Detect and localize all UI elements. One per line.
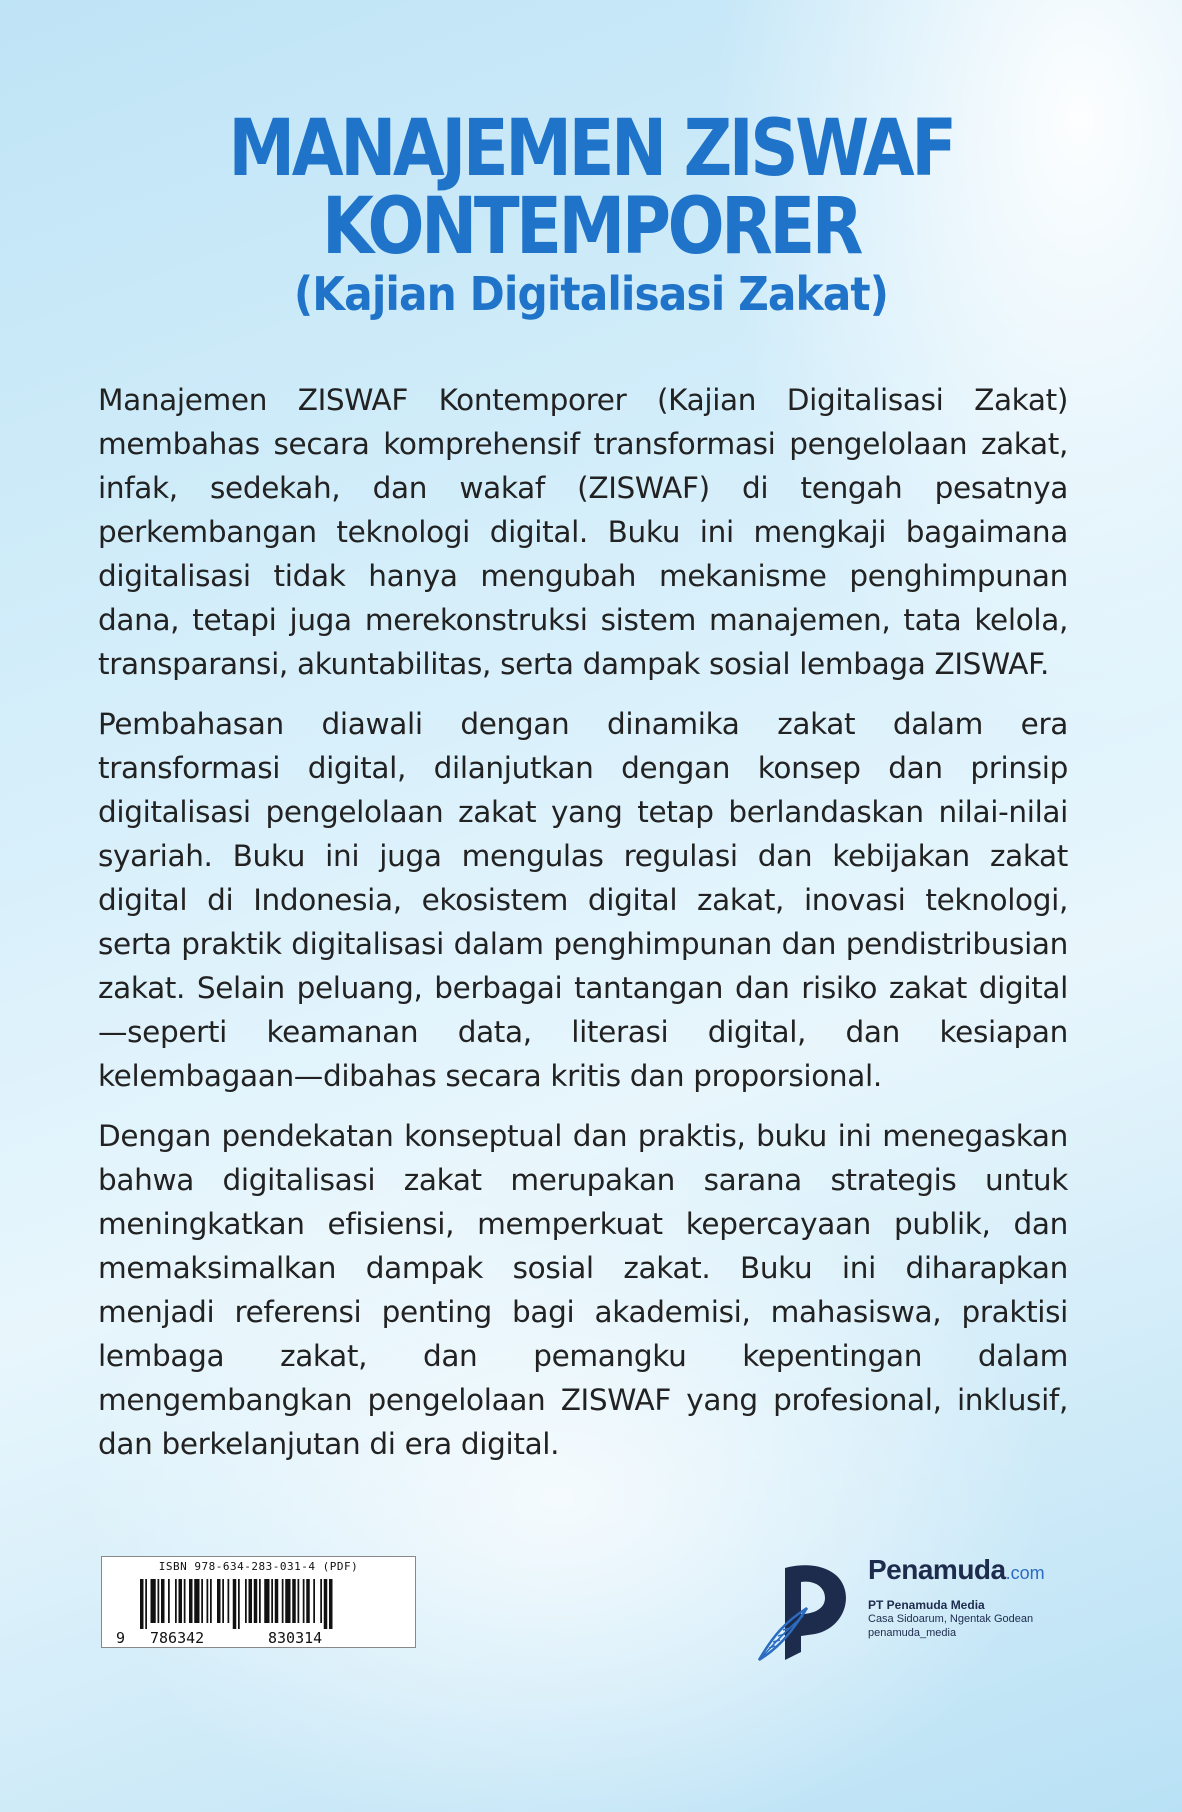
barcode-bar (254, 1579, 258, 1623)
isbn-barcode-box (101, 1556, 416, 1648)
barcode-bar (303, 1579, 305, 1623)
barcode-bar (313, 1579, 315, 1623)
barcode-bar (271, 1579, 273, 1623)
publisher-social: penamuda_media (868, 1627, 957, 1639)
barcode-bar (140, 1579, 144, 1629)
barcode-bar (194, 1579, 199, 1623)
barcode-bar (282, 1579, 284, 1623)
isbn-digits-left: 786342 (150, 1629, 205, 1647)
book-subtitle: (Kajian Digitalisasi Zakat) (293, 267, 889, 321)
barcode-bar (179, 1579, 183, 1623)
barcode-bar (145, 1579, 147, 1629)
barcode-bar (245, 1579, 247, 1623)
barcode-bar (168, 1579, 170, 1623)
barcode-bar (210, 1579, 212, 1623)
barcode-bar (151, 1579, 156, 1623)
barcode-bar (175, 1579, 177, 1623)
barcode-icon (140, 1579, 390, 1629)
barcode-bar (275, 1579, 279, 1623)
barcode-bar (158, 1579, 160, 1623)
barcode-bar (285, 1579, 290, 1623)
barcode-bar (306, 1579, 310, 1623)
barcode-bar (189, 1579, 193, 1623)
barcode-bar (217, 1579, 221, 1623)
barcode-bar (259, 1579, 261, 1623)
publisher-info (868, 1598, 1033, 1640)
title-block (0, 104, 1182, 322)
barcode-bar (324, 1579, 328, 1629)
publisher-block (755, 1550, 1085, 1670)
barcode-bar (207, 1579, 209, 1623)
barcode-bar (249, 1579, 253, 1623)
barcode-bar (329, 1579, 333, 1629)
isbn-label: ISBN 978-634-283-031-4 (PDF) (158, 1560, 359, 1573)
publisher-address: Casa Sidoarum, Ngentak Godean (868, 1613, 1034, 1625)
publisher-domain: .com (1005, 1563, 1045, 1583)
barcode-bar (222, 1579, 224, 1623)
isbn-digits-right: 830314 (268, 1629, 323, 1647)
barcode-bar (228, 1579, 230, 1623)
barcode-bar (161, 1579, 165, 1623)
synopsis-paragraph-2: Pembahasan diawali dengan dinamika zakat dalam era transformasi digital, dilanjutkan dengan konsep dan prinsip digitalisasi pengelolaan zakat yang tetap berlandaskan nilai-nilai syariah. Buku ini juga mengulas regulasi dan kebijakan zakat digital di Indonesia, ekosistem digital zakat, inovasi teknologi, serta praktik digitalisasi dalam penghimpunan dan pendistribusian zakat. Selain peluang, berbagai tantangan dan risiko zakat digital—seperti keamanan data, literasi digital, dan kesiapan kelembagaan—dibahas secara kritis dan proporsional. (98, 707, 1068, 1093)
barcode-bar (238, 1579, 240, 1629)
barcode-bar (184, 1579, 186, 1623)
feather-p-logo-icon (755, 1556, 855, 1666)
barcode-bar (292, 1579, 296, 1623)
publisher-wordmark: Penamuda (868, 1554, 1006, 1585)
book-title-line-1: MANAJEMEN ZISWAF (228, 104, 954, 194)
book-title-line-2: KONTEMPORER (322, 182, 860, 272)
barcode-bar (201, 1579, 203, 1623)
synopsis (98, 378, 1068, 1482)
publisher-name (868, 1554, 1045, 1586)
barcode-bar (298, 1579, 300, 1623)
synopsis-paragraph-3: Dengan pendekatan konseptual dan praktis, buku ini menegaskan bahwa digitalisasi zakat merupakan sarana strategis untuk meningkatkan efisiensi, memperkuat kepercayaan publik, dan memaksimalkan dampak sosial zakat. Buku ini diharapkan menjadi referensi penting bagi akademisi, mahasiswa, praktisi lembaga zakat, dan pemangku kepentingan dalam mengembangkan pengelolaan ZISWAF yang profesional, inklusif, dan berkelanjutan di era digital. (98, 1119, 1068, 1461)
isbn-digit-first: 9 (116, 1629, 126, 1647)
barcode-bar (233, 1579, 237, 1629)
barcode-bar (264, 1579, 269, 1623)
publisher-company: PT Penamuda Media (868, 1598, 985, 1612)
synopsis-paragraph-1: Manajemen ZISWAF Kontemporer (Kajian Digitalisasi Zakat) membahas secara komprehensif transformasi pengelolaan zakat, infak, sedekah, dan wakaf (ZISWAF) di tengah pesatnya perkembangan teknologi digital. Buku ini mengkaji bagaimana digitalisasi tidak hanya mengubah mekanisme penghimpunan dana, tetapi juga merekonstruksi sistem manajemen, tata kelola, transparansi, akuntabilitas, serta dampak sosial lembaga ZISWAF. (98, 383, 1068, 681)
barcode-bar (320, 1579, 322, 1623)
